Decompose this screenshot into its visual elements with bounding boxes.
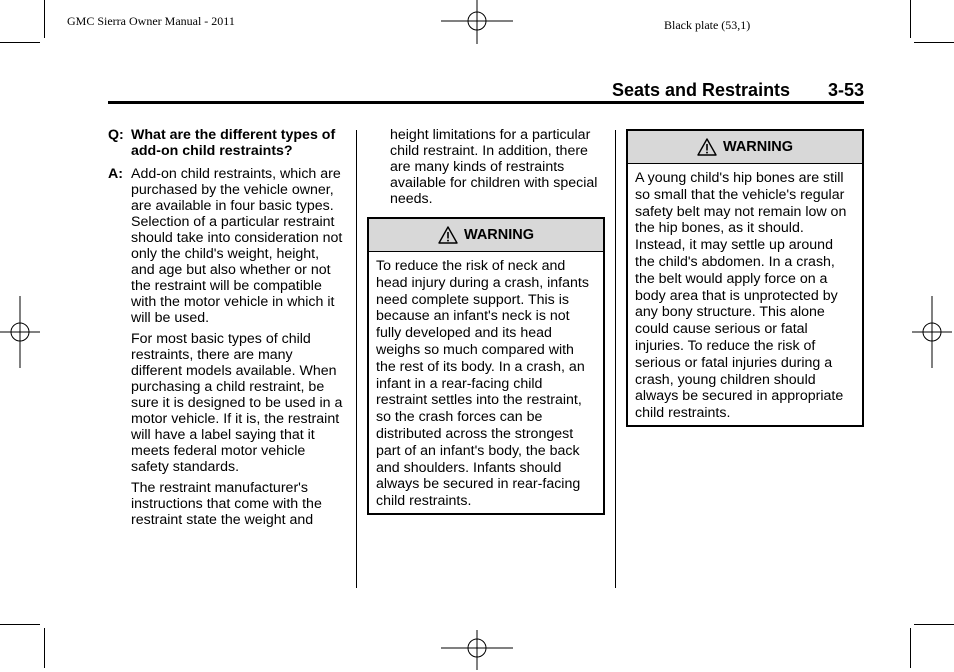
warning-triangle-icon: [438, 226, 458, 244]
column-middle: [390, 127, 604, 207]
question-text: What are the different types of add-on child restraints?: [131, 127, 336, 159]
question-tag: Q:: [108, 127, 124, 143]
answer-tag: A:: [108, 166, 123, 182]
warning-box: [367, 217, 605, 515]
warning-box: [626, 129, 864, 427]
warning-triangle-icon: [697, 138, 717, 156]
crop-mark: [914, 624, 954, 625]
warning-header: [369, 219, 603, 252]
crop-mark: [44, 628, 45, 668]
registration-mark-icon: [0, 296, 40, 368]
crop-mark: [914, 42, 954, 43]
answer-text: Add-on child restraints, which are purchased by the vehicle owner, are available in four basic types. Selection of a particular restraint should take into consideration not only the child's weight, height, and age but also whether or not the restraint will be compatible with the motor vehicle in which it will be used.: [131, 166, 343, 326]
warning-text: To reduce the risk of neck and head injury during a crash, infants need complete support. This is because an infant's neck is not fully developed and its head weighs so much compared with the rest of its body. In a crash, an infant in a rear-facing child restraint settles into the restraint, so the crash forces can be distributed across the strongest part of an infant's body, the back and shoulders. Infants should always be secured in rear-facing child restraints.: [376, 258, 589, 510]
section-title: Seats and Restraints: [612, 80, 791, 100]
registration-mark-icon: [912, 296, 952, 368]
crop-mark: [910, 0, 911, 38]
registration-mark-icon: [441, 624, 513, 672]
warning-header: [628, 131, 862, 164]
warning-title: WARNING: [463, 227, 535, 243]
header-rule: [108, 101, 864, 104]
crop-mark: [910, 628, 911, 668]
column-divider: [356, 130, 357, 588]
doc-title: GMC Sierra Owner Manual - 2011: [67, 14, 235, 28]
plate-label: Black plate (53,1): [664, 18, 751, 32]
paragraph: For most basic types of child restraints, there are many different models available. When purchasing a child restraint, be sure it is designed to be used in a motor vehicle. If it is, the restraint will have a label saying that it meets federal motor vehicle safety standards.: [131, 331, 343, 475]
page-number: 3-53: [828, 80, 865, 100]
registration-mark-icon: [441, 0, 513, 48]
crop-mark: [0, 42, 40, 43]
paragraph: The restraint manufacturer's instructions that come with the restraint state the weight and: [131, 480, 322, 528]
paragraph: height limitations for a particular child restraint. In addition, there are many kinds of restraints available for children with special needs.: [390, 127, 598, 207]
crop-mark: [0, 624, 40, 625]
column-left: [108, 127, 346, 528]
warning-text: A young child's hip bones are still so small that the vehicle's regular safety belt may not remain low on the hip bones, as it should. Instead, it may settle up around the child's abdomen. In a crash, the belt would apply force on a body area that is unprotected by any bony structure. This alone could cause serious or fatal injuries. To reduce the risk of serious or fatal injuries during a crash, young children should always be secured in appropriate child restraints.: [635, 170, 847, 422]
warning-title: WARNING: [722, 139, 794, 155]
column-divider: [615, 130, 616, 588]
answer-block: [108, 166, 346, 326]
question-block: [108, 127, 346, 159]
crop-mark: [44, 0, 45, 38]
